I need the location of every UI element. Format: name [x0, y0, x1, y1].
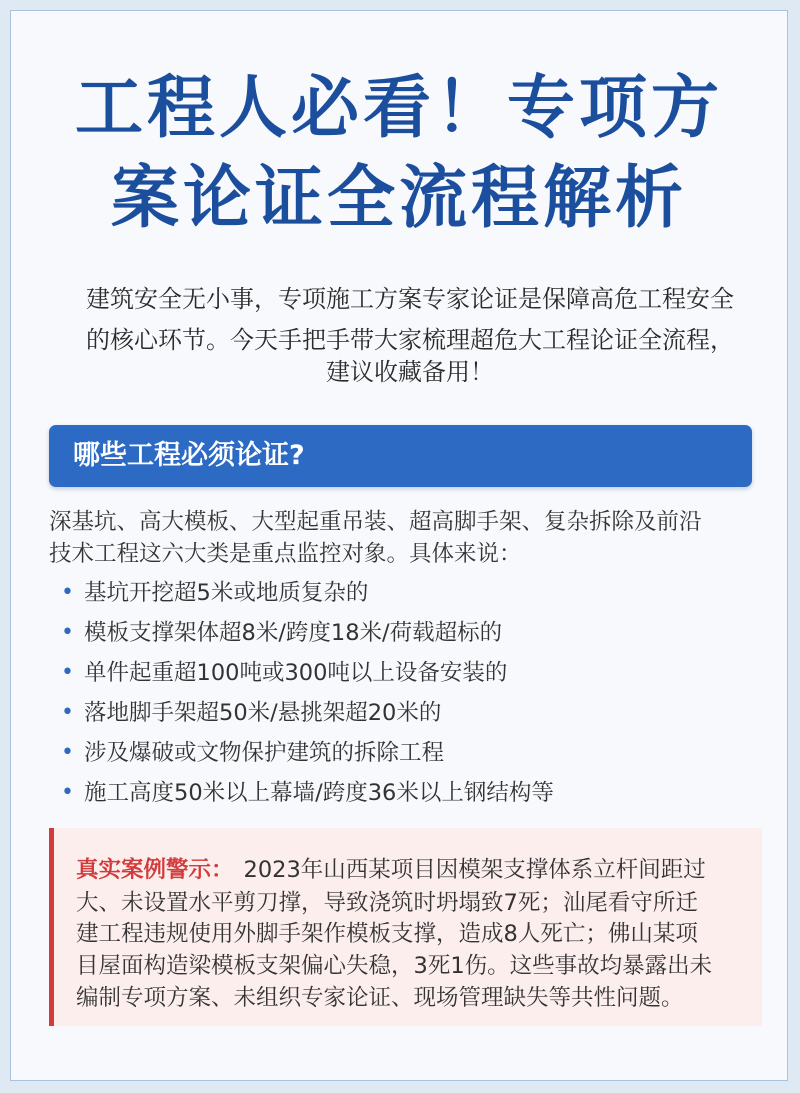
list-item-text: 基坑开挖超5米或地质复杂的	[84, 580, 369, 606]
page-title-line1: 工程人必看！专项方	[74, 69, 723, 148]
list-item-text: 涉及爆破或文物保护建筑的拆除工程	[84, 740, 445, 766]
list-item-text: 落地脚手架超50米/悬挑架超20米的	[84, 700, 442, 726]
bullet-dot-icon: •	[61, 620, 74, 645]
list-item-text: 单件起重超100吨或300吨以上设备安装的	[84, 660, 508, 686]
case-warning-box	[49, 828, 762, 1026]
intro-line1: 建筑安全无小事，专项施工方案专家论证是保障高危工程安全	[86, 285, 734, 313]
warning-text-line3: 建工程违规使用外脚手架作模板支撑，造成8人死亡；佛山某项	[76, 921, 698, 947]
section-body-line1: 深基坑、高大模板、大型起重吊装、超高脚手架、复杂拆除及前沿	[49, 509, 702, 535]
warning-label: 真实案例警示：	[76, 857, 234, 883]
list-item-text: 施工高度50米以上幕墙/跨度36米以上钢结构等	[84, 780, 554, 806]
warning-text-line4: 目屋面构造梁模板支架偏心失稳，3死1伤。这些事故均暴露出未	[76, 953, 713, 979]
bullet-dot-icon: •	[61, 740, 74, 765]
bullet-dot-icon: •	[61, 780, 74, 805]
article-card	[10, 10, 788, 1081]
section-title: 哪些工程必须论证?	[73, 440, 305, 471]
section-body-line2: 技术工程这六大类是重点监控对象。具体来说：	[49, 541, 522, 567]
bullet-dot-icon: •	[61, 700, 74, 725]
warning-line1	[76, 859, 706, 882]
list-item-text: 模板支撑架体超8米/跨度18米/荷载超标的	[84, 620, 503, 646]
warning-text-line5: 编制专项方案、未组织专家论证、现场管理缺失等共性问题。	[76, 985, 684, 1011]
bullet-dot-icon: •	[61, 660, 74, 685]
bullet-dot-icon: •	[61, 580, 74, 605]
section-header-bar	[49, 425, 752, 487]
page-title-line2: 案论证全流程解析	[110, 159, 687, 238]
warning-text-line2: 大、未设置水平剪刀撑，导致浇筑时坍塌致7死；汕尾看守所迁	[76, 890, 698, 916]
intro-line3: 建议收藏备用！	[326, 358, 494, 386]
warning-text-line1: 2023年山西某项目因模架支撑体系立杆间距过	[243, 857, 706, 883]
intro-line2: 的核心环节。今天手把手带大家梳理超危大工程论证全流程，	[86, 326, 734, 354]
